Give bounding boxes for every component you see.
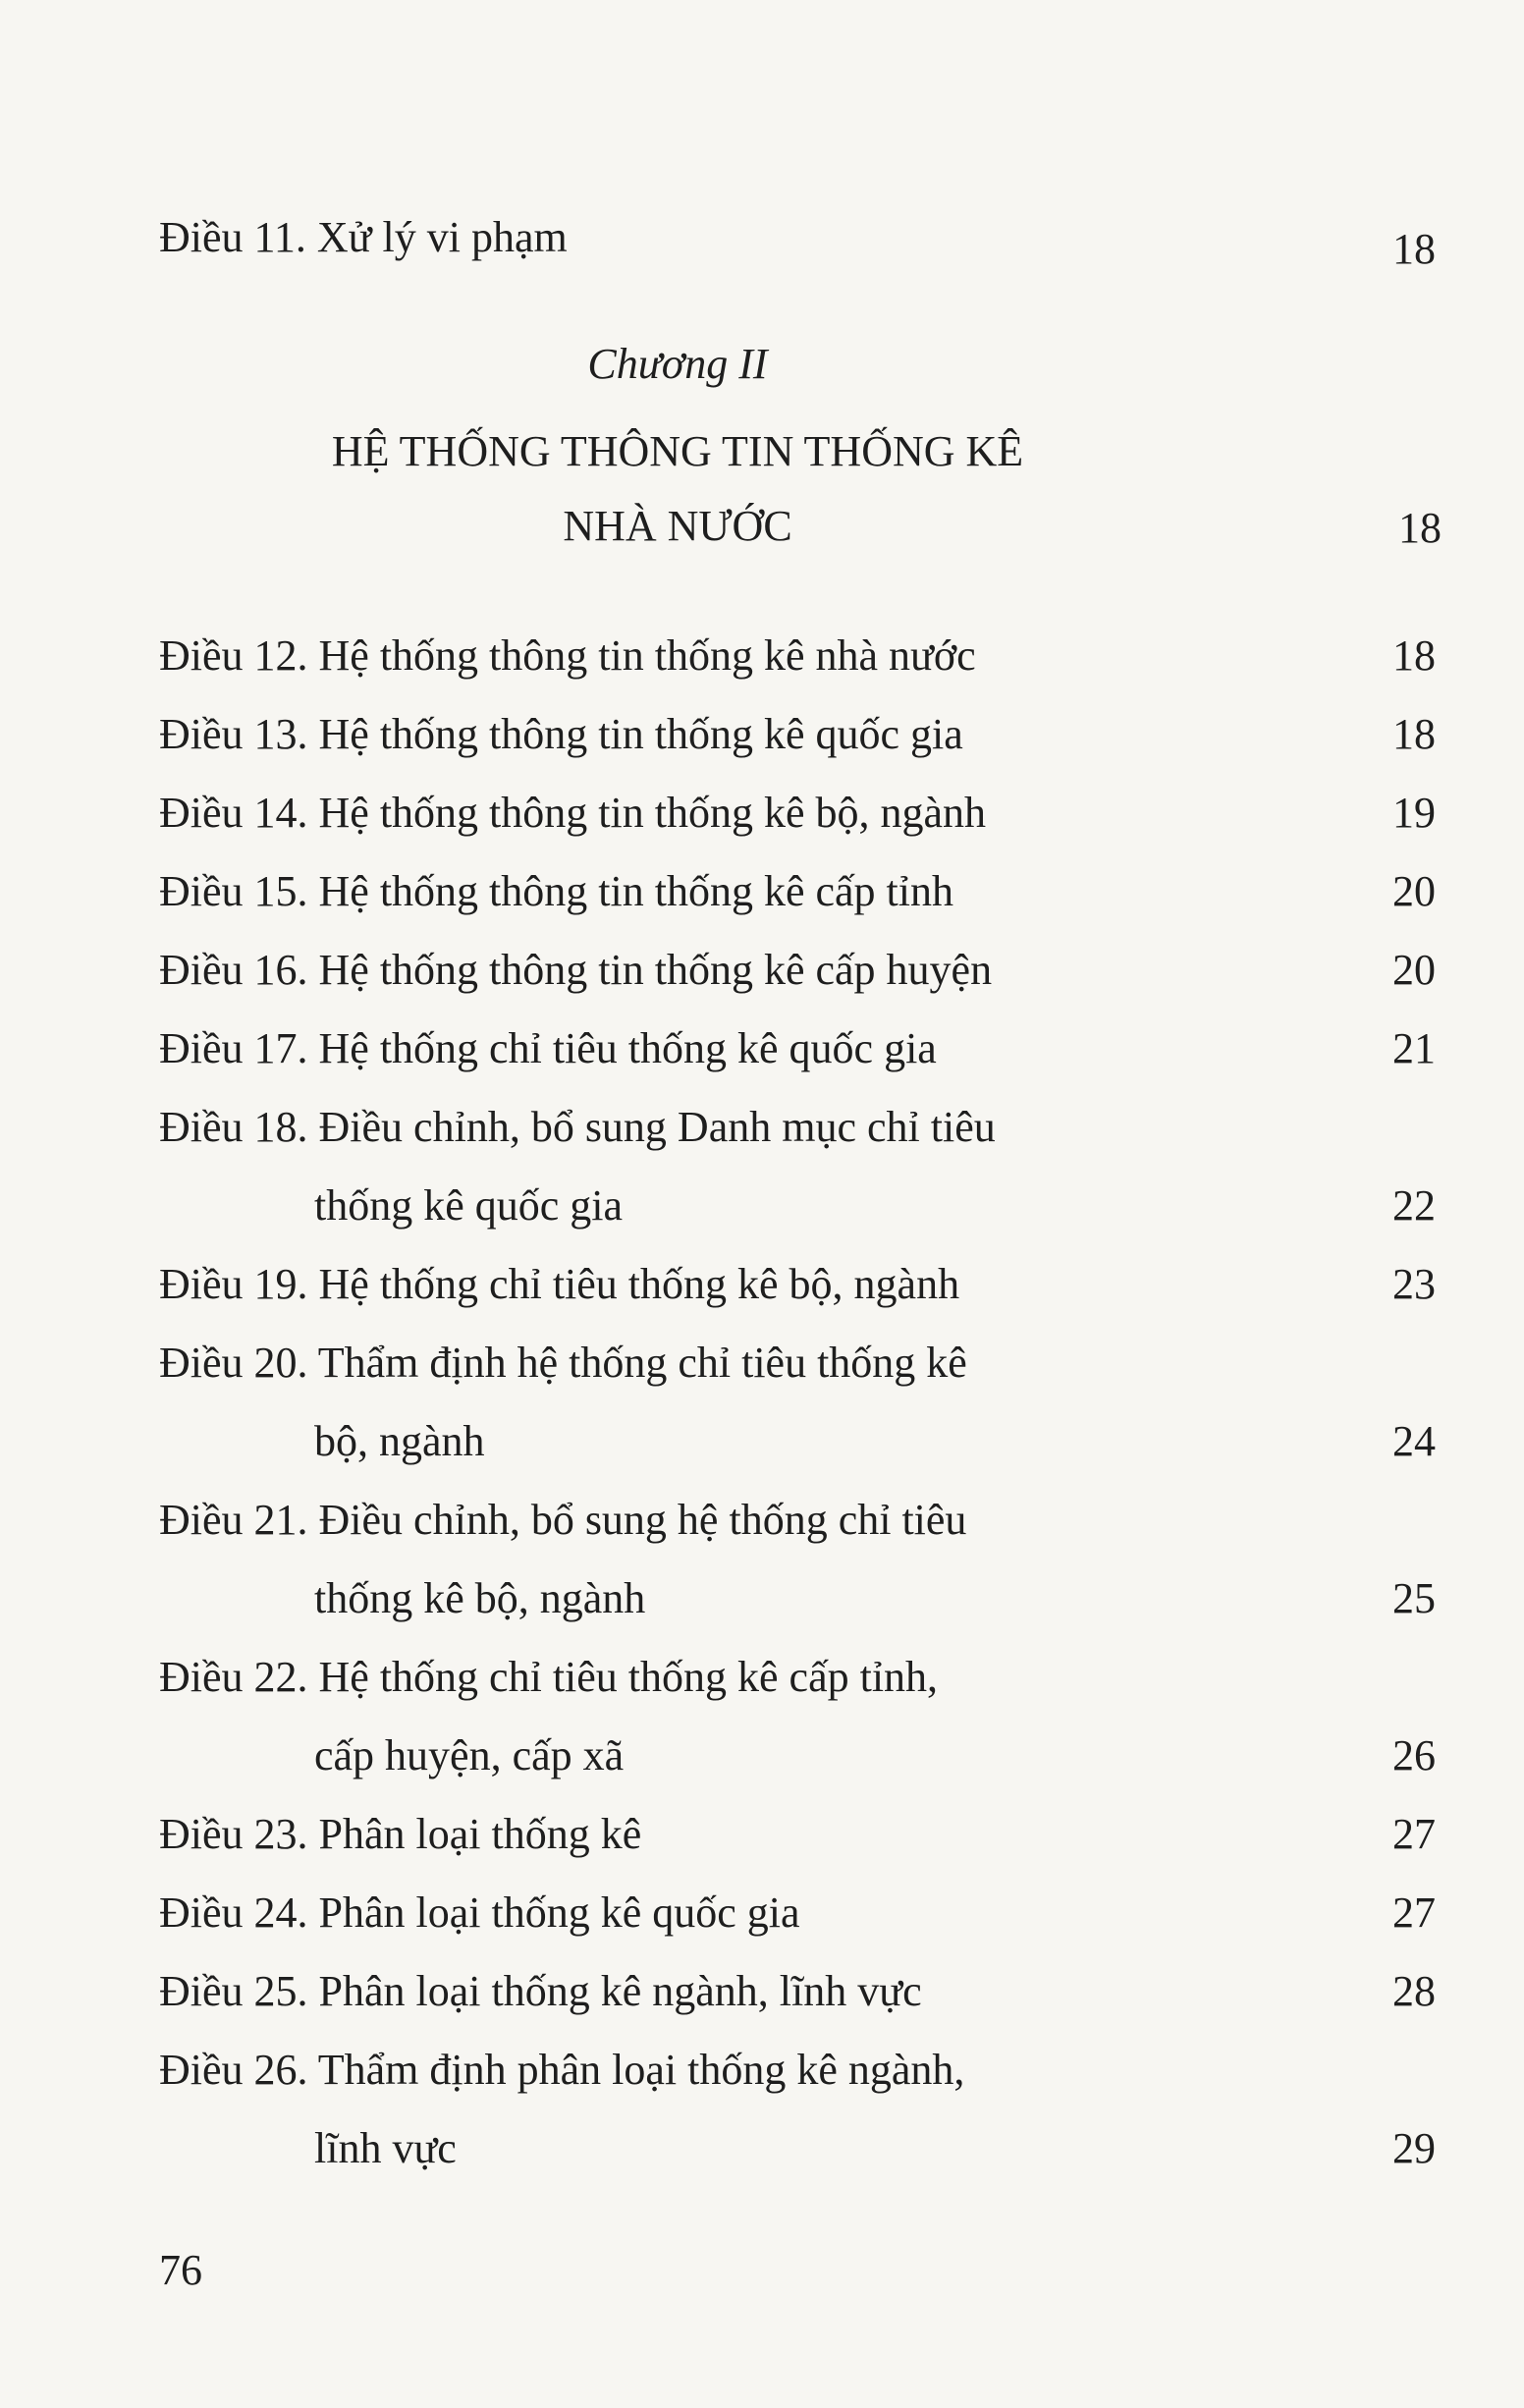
toc-entry-label: Điều 16. Hệ thống thông tin thống kê cấp huyện <box>159 946 993 994</box>
toc-entry-line <box>159 1795 1436 1874</box>
toc-entry <box>159 1010 1436 1088</box>
toc-entry-line <box>159 695 1436 774</box>
toc-entry-page: 23 <box>1392 1260 1436 1308</box>
toc-entry <box>159 931 1436 1010</box>
toc-entry <box>159 1324 1436 1481</box>
toc-entry <box>159 1088 1436 1245</box>
toc-entry-page: 28 <box>1392 1967 1436 2015</box>
toc-entry-line <box>159 2031 1436 2109</box>
toc-entry <box>159 1638 1436 1795</box>
toc-entry-label: Điều 12. Hệ thống thông tin thống kê nhà nước <box>159 631 976 680</box>
toc-entry <box>159 774 1436 852</box>
toc-entry-line <box>159 931 1436 1010</box>
toc-entry-label: Điều 23. Phân loại thống kê <box>159 1810 642 1858</box>
toc-entry-line <box>159 1952 1436 2031</box>
chapter-label: Chương II <box>587 340 768 388</box>
toc-entry-label: Điều 20. Thẩm định hệ thống chỉ tiêu thống kê <box>159 1339 967 1387</box>
toc-entry-line <box>159 1481 1436 1560</box>
toc-entry-line <box>159 1010 1436 1088</box>
toc-entry-label: Điều 14. Hệ thống thông tin thống kê bộ, ngành <box>159 789 987 837</box>
toc-entry-label: Điều 18. Điều chỉnh, bổ sung Danh mục chỉ tiêu <box>159 1103 996 1151</box>
toc-entry-label: Điều 26. Thẩm định phân loại thống kê ngành, <box>159 2046 965 2094</box>
toc-entry-line <box>159 852 1436 931</box>
toc-entry-continuation <box>159 1717 1436 1795</box>
toc-entry-page: 20 <box>1392 946 1436 994</box>
toc-entry-line <box>159 1245 1436 1324</box>
toc-entry-continuation <box>159 1560 1436 1638</box>
toc-entry-line <box>159 1324 1436 1402</box>
toc-entry-line <box>159 1874 1436 1952</box>
chapter-title-line1: HỆ THỐNG THÔNG TIN THỐNG KÊ <box>331 427 1024 475</box>
toc-entry-continuation <box>159 2109 1436 2188</box>
toc-entry-line <box>159 198 1436 277</box>
toc-entry-line <box>159 617 1436 695</box>
toc-entry-label: Điều 24. Phân loại thống kê quốc gia <box>159 1888 800 1937</box>
toc-entry-page: 20 <box>1392 867 1436 915</box>
toc-entry-page: 19 <box>1392 789 1436 837</box>
toc-entry-label: Điều 22. Hệ thống chỉ tiêu thống kê cấp tỉnh, <box>159 1653 939 1701</box>
page-number-footer: 76 <box>159 2246 202 2294</box>
toc-entry-label: Điều 15. Hệ thống thông tin thống kê cấp tỉnh <box>159 867 953 915</box>
toc-entry <box>159 617 1436 695</box>
toc-entry-page: 18 <box>1392 225 1436 273</box>
toc-entry-page: 18 <box>1392 710 1436 758</box>
toc-entry <box>159 852 1436 931</box>
toc-entry-label-cont: lĩnh vực <box>314 2124 457 2172</box>
toc-entry <box>159 2031 1436 2188</box>
toc-entry-label: Điều 17. Hệ thống chỉ tiêu thống kê quốc gia <box>159 1024 937 1072</box>
toc-entry <box>159 1874 1436 1952</box>
toc-entry-page: 25 <box>1392 1574 1436 1622</box>
toc-entry-continuation <box>159 1167 1436 1245</box>
toc-entry-label: Điều 11. Xử lý vi phạm <box>159 213 568 261</box>
toc-entry-page: 27 <box>1392 1810 1436 1858</box>
toc-entry-label-cont: bộ, ngành <box>314 1417 485 1465</box>
toc-entry-label: Điều 21. Điều chỉnh, bổ sung hệ thống chỉ tiêu <box>159 1496 967 1544</box>
toc-entry-page: 29 <box>1392 2124 1436 2172</box>
toc-entry-page: 24 <box>1392 1417 1436 1465</box>
toc-entry-page: 26 <box>1392 1731 1436 1779</box>
toc-entry-page: 27 <box>1392 1888 1436 1937</box>
toc-entry-line <box>159 1638 1436 1717</box>
toc-entry-page: 22 <box>1392 1181 1436 1230</box>
toc-entry-label: Điều 19. Hệ thống chỉ tiêu thống kê bộ, ngành <box>159 1260 960 1308</box>
toc-entry <box>159 1245 1436 1324</box>
toc-entry <box>159 1952 1436 2031</box>
toc-entry <box>159 1795 1436 1874</box>
toc-entry <box>159 695 1436 774</box>
toc-entry-page: 18 <box>1392 631 1436 680</box>
toc-entry-11 <box>159 198 1436 277</box>
toc-entry-continuation <box>159 1402 1436 1481</box>
toc-entry-page: 21 <box>1392 1024 1436 1072</box>
chapter-page-number: 18 <box>1398 504 1442 552</box>
toc-entry-line <box>159 774 1436 852</box>
chapter-title-line2: NHÀ NƯỚC <box>563 502 792 550</box>
toc-entry-label: Điều 13. Hệ thống thông tin thống kê quốc gia <box>159 710 963 758</box>
toc-entry-label: Điều 25. Phân loại thống kê ngành, lĩnh vực <box>159 1967 922 2015</box>
toc-entry <box>159 1481 1436 1638</box>
toc-entry-label-cont: thống kê bộ, ngành <box>314 1574 646 1622</box>
toc-entry-label-cont: thống kê quốc gia <box>314 1181 624 1230</box>
toc-entry-line <box>159 1088 1436 1167</box>
toc-entry-label-cont: cấp huyện, cấp xã <box>314 1731 625 1779</box>
